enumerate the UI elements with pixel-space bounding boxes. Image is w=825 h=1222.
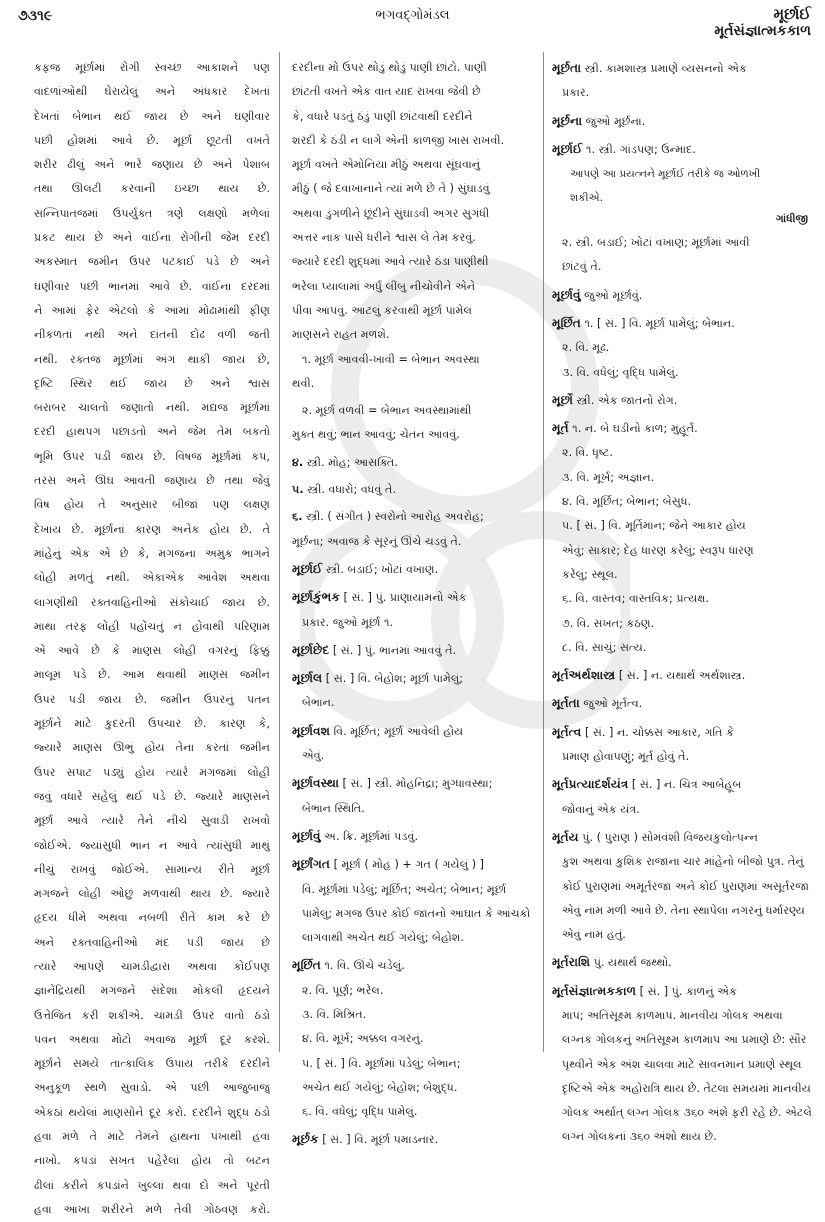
sub-sense: કરેલું; સ્થૂલ. (562, 567, 618, 581)
text-line: મૂર્છાને માટે કુદરતી ઉપચાર છે. કારણ કે, (34, 717, 270, 731)
right-column (552, 56, 814, 1153)
headword: મૂર્છાવશ (292, 723, 331, 738)
text-line: પછી હોશમાં આવે છે. મૂર્છા છૂટતી વખતે (34, 133, 270, 147)
sub-sense: ૬. વિ. વાસ્તવ; વાસ્તવિક; પ્રત્યક્ષ. (562, 592, 710, 606)
definition: ૧. વિ. ઊંચે ચડેલું. (324, 959, 405, 973)
definition: [ સં. ] પું. કાળનું એક (639, 984, 738, 998)
definition: [ સં. ] ન. ચોક્કસ આકાર, ગતિ કે (584, 725, 734, 739)
text-line: ઉપર પડી જાય છે. જમીન ઉપરનું પતન (34, 692, 270, 706)
text-line: શરીર ઢીલું અને ભારે જણાય છે અને પેશાબ (34, 158, 270, 172)
definition-continuation: બેભાન સ્થિતિ. (302, 801, 365, 815)
guide-word-first: મૂર્છાઈ (773, 5, 811, 23)
text-line: પીવા આપવું. આટલું કરવાથી મૂર્છા પામેલ (292, 303, 472, 317)
text-line: મગજને લોહી ઓછું મળવાથી થાય છે. જ્યારે (34, 887, 270, 901)
dictionary-entry (292, 719, 536, 769)
sub-sense: ૨. સ્ત્રી. બડાઈ; ખોટાં વખાણ; મૂર્છામાં આવી (562, 236, 750, 250)
text-line: અત્તર નાક પાસે ધરીને શ્વાસ લે તેમ કરવું. (292, 231, 476, 245)
dictionary-entry (292, 771, 536, 821)
sub-sense: અચેત થઈ ગયેલું; બેહોશ; બેશુદ્ધ. (302, 1080, 458, 1094)
text-line: છાંટતી વખતે એક વાત યાદ રાખવા જેવી છે (292, 85, 481, 99)
dictionary-entry (292, 557, 536, 582)
headword: મૂર્છાવસ્થા (292, 776, 339, 791)
text-line: નથી. રક્તજ મૂર્છામાં અંગ થાકી જાય છે, (34, 352, 270, 366)
text-line: માંહેનું એક એ છે કે, મગજના અમુક ભાગને (34, 546, 270, 560)
text-line: નીચું રાખવું જોઈએ. સામાન્ય રીતે મૂર્છા (34, 862, 270, 876)
text-line: મૂર્છા આવે ત્યારે તેને નીચે સુવાડી રાખવો (34, 814, 270, 828)
left-column (34, 56, 270, 1222)
sense-line (292, 505, 536, 529)
text-line: માલૂમ પડે છે. આમ થવાથી માણસ જમીન (34, 668, 270, 682)
sense-number: ૬. (292, 510, 303, 524)
definition: અ. ક્રિ. મૂર્છામાં પડવું. (324, 829, 419, 843)
sub-sense: ૨. વિ. પૂર્ણ; ભરેલ. (302, 983, 384, 997)
text-line: એ આવે છે કે માણસ લોહી વગરનું ફિક્કું (34, 644, 270, 658)
headword: મૂર્છાઈ (292, 561, 323, 576)
column-divider-1 (279, 52, 280, 1052)
dictionary-entry (292, 1127, 536, 1152)
text-line: વિષ હોય તે અનુસાર બીજાં પણ લક્ષણ (34, 498, 270, 512)
definition-continuation: પ્રમાણ હોવાપણું; મૂર્ત હોવું તે. (562, 750, 690, 764)
sub-sense: ૩. વિ. મૂર્ખ; અજ્ઞાન. (562, 470, 655, 484)
entry-first-line (552, 691, 814, 716)
sense (292, 451, 536, 475)
entry-first-line (552, 388, 814, 413)
sub-sense: ૪. વિ. મૂર્છિત; બેભાન; બેસુધ. (562, 495, 692, 509)
entry-first-line (292, 638, 536, 663)
dictionary-entry (552, 720, 814, 770)
headword: મૂર્છિત (292, 958, 321, 973)
definition: જુઓ મૂર્તત્વ. (583, 697, 643, 711)
entry-first-line (292, 771, 536, 796)
headword: મૂર્છાકુંભક (292, 590, 340, 605)
headword: મૂર્છાંગત (292, 857, 330, 872)
definition: [ સં. ] વિ. મૂર્છા પમાડનાર. (322, 1133, 439, 1147)
entry-first-line (292, 852, 536, 877)
dictionary-entry (552, 311, 814, 385)
idioms-block (292, 348, 536, 448)
headword: મૂર્ત (552, 421, 569, 436)
sense-number: ૫. (292, 483, 304, 497)
text-line: ઢીલાં કરીને કપડાંને ખુલ્લાં થવા દો અને પૂરતી (34, 1178, 270, 1192)
dictionary-entry (292, 953, 536, 1124)
text-line: માથા તરફ લોહી પહોંચતું ન હોવાથી પરિણામ (34, 619, 270, 633)
headword: મૂર્છાવું (292, 828, 321, 843)
headword: મૂર્છના (552, 113, 583, 128)
headword: મૂર્તય (552, 829, 579, 844)
text-line: સન્નિપાતજમાં ઉપર્યુક્ત ત્રણે લક્ષણો મળેલાં (34, 206, 270, 220)
text-line: નીકળતાં નથી અને દાંતની દોઢ વળી જતી (34, 328, 270, 342)
headword: મૂર્તત્વ (552, 724, 582, 739)
text-line: અને રક્તવાહિનીઓ મંદ પડી જાય છે (34, 935, 270, 949)
page-header (0, 0, 825, 50)
definition: [ સં. ] સ્ત્રી. મોહનિદ્રા; મુગ્ધાવસ્થા; (342, 777, 493, 791)
text-line: હૃદય ધીમે અથવા નબળી રીતે કામ કરે છે (34, 911, 270, 925)
headword: મૂર્તરાશિ (552, 955, 591, 970)
dictionary-entry (292, 585, 536, 635)
text-line: જ્યારે માણસ ઊભું હોય તેના કરતાં જમીન (34, 741, 270, 755)
definition: સ્ત્રી. કામશાસ્ત્ર પ્રમાણે વ્યસનનો એક (584, 62, 747, 75)
headword: મૂર્છાવું (552, 287, 581, 302)
text-line: ઉત્તેજિત કરી શકીએ. ચામડી ઉપર વાતો ઠંડો (34, 1008, 270, 1022)
text-line: દેખાય છે. મૂર્છાનાં કારણ અનેક હોય છે. તે (34, 522, 270, 536)
text-line: જ્યારે દરદી શુદ્ધમાં આવે ત્યારે ઠંડા પાણીથી (292, 255, 489, 269)
definition-continuation: એવું. (302, 749, 325, 763)
text-line: ઉપર સપાટ પડ્યું હોય ત્યારે મગજમાં લોહી (34, 765, 270, 779)
entry-first-line (552, 979, 814, 1004)
usage-quote: આપણે આ પ્રયત્નને મૂર્છાઈ તરીકે જ ઓળખી (570, 168, 761, 181)
dictionary-entry (552, 663, 814, 688)
quote-source: ગાંધીજી (776, 212, 808, 225)
dictionary-entry (552, 691, 814, 716)
idiom-text: ૨. મૂર્છા વળવી = બેભાન અવસ્થામાંથી (302, 404, 472, 418)
entry-first-line (292, 1127, 536, 1152)
idiom-text: ૧. મૂર્છા આવવી-ખાવી = બેભાન અવસ્થા (302, 352, 480, 366)
text-line: મૂર્છા વખતે એમોનિયા મીઠું અથવા સૂંઘવાનું (292, 158, 481, 172)
dictionary-entry (292, 824, 536, 849)
headword: મૂર્છિત (552, 315, 581, 330)
sense (292, 478, 536, 502)
text-line: માણસને રાહત મળશે. (292, 328, 390, 342)
entry-first-line (292, 719, 536, 744)
text-line: દેખતાં બેભાન થઈ જાય છે અને ઘણીવાર (34, 109, 270, 123)
definition: પું. યથાર્થ જથ્થો. (593, 956, 672, 970)
idiom (292, 348, 536, 397)
definition-continuation: જોવાનું એક યંત્ર. (562, 802, 640, 816)
definition: સ્ત્રી. બડાઈ; ખોટાં વખાણ. (325, 562, 439, 576)
entry-first-line (552, 663, 814, 688)
text-line: કફજ મૂર્છામાં રોગી સ્વચ્છ આકાશને પણ (34, 61, 270, 74)
headword: મૂર્છાઈ (552, 141, 583, 156)
entry-first-line (552, 137, 814, 162)
definition-continuation: બેભાન. (302, 696, 335, 710)
text-line: ત્યારે આપણે ચામડીદ્વારા અથવા કોઈપણ (34, 959, 270, 973)
headword: મૂર્છતા (552, 61, 582, 75)
headword: મૂર્છાછેદ (292, 642, 330, 657)
text-line: તરસ અને ઊંઘ આવતી જણાય છે તથા જેવું (34, 474, 270, 488)
text-line: મીઠું ( જે દવાખાનાને ત્યાં મળે છે તે ) સુંઘાડવું (292, 182, 490, 196)
text-line: મૂર્છાને સમયે તાત્કાલિક ઉપાય તરીકે દરદીને (34, 1057, 270, 1071)
sub-sense: ૨. વિ. મૂઢ. (562, 341, 610, 355)
text-line: અથવા ડુંગળીને છૂંદીને સુંઘાડવી અગર સુગંધી (292, 206, 490, 220)
text-line: જ્ઞાનેંદ્રિયથી મગજને સંદેશા મોકલી હૃદયને (34, 984, 270, 998)
text-line: પવન અથવા મોટો અવાજ મૂર્છા દૂર કરશે. (34, 1032, 270, 1046)
headword: મૂર્તઅર્થશાસ્ત્ર (552, 668, 616, 683)
entry-first-line (552, 311, 814, 336)
page-number: ૭૩૧૯ (18, 8, 53, 24)
entry-first-line (292, 824, 536, 849)
text-line: દૃષ્ટિ સ્થિર થઈ જાય છે અને શ્વાસ (34, 376, 270, 390)
entry-first-line (552, 720, 814, 745)
sub-sense: ૬. વિ. વધેલું; વૃદ્ધિ પામેલું. (302, 1105, 418, 1119)
dictionary-entry (552, 137, 814, 280)
text-line: જવું વધારે સહેલું થઈ પડે છે. જ્યારે માણસને (34, 789, 270, 803)
sense-number: ૪. (292, 455, 304, 469)
dictionary-entry (552, 283, 814, 308)
definition: [ સં. ] ન. ચિત્ર આબેહૂબ (631, 778, 742, 792)
definition: [ સં. ] પું. ભાનમાં આવવું તે. (332, 643, 457, 657)
definition: ૧. [ સં. ] વિ. મૂર્છા પામેલું; બેભાન. (584, 316, 735, 330)
book-title: ભગવદ્ગોમંડલ (375, 8, 450, 23)
definition: જુઓ મૂર્છના. (585, 114, 646, 128)
definition-continuation: પ્રકાર. (562, 86, 590, 100)
text-line: અનુકૂળ સ્થળે સુવાડો. એ પછી આજુબાજુ (34, 1081, 270, 1095)
text-line: બરાબર ચાલતો જણાતો નથી. મદ્યજ મૂર્છામાં (34, 401, 270, 415)
idiom-continuation: મુક્ત થવું; ભાન આવવું; ચેતન આવવું. (292, 428, 460, 442)
guide-words (714, 6, 811, 39)
text-line: અકસ્માત જમીન ઉપર પટકાઈ પડે છે અને (34, 255, 270, 269)
headword: મૂર્છાલ (292, 671, 323, 686)
sub-sense: ૭. વિ. સખત; કઠણ. (562, 616, 655, 630)
text-line: ઘણીવાર પછી ભાનમાં આવે છે. વાઈના દરદમાં (34, 279, 270, 293)
definition-continuation: વિ. મૂર્છામાં પડેલું; મૂર્છિત; અચેત; બેભાન; મૂર્છા પામેલું; મગજ ઉપર કોઈ જાતનો આઘાત કે આંચકો લાગવાથી અચેત થઈ ગયેલું; બેહોશ. (302, 882, 531, 945)
entry-first-line (292, 557, 536, 582)
entry-first-line (552, 109, 814, 134)
guide-word-last: મૂર્તસંજ્ઞાત્મકકાળ (714, 23, 811, 40)
entry-first-line (552, 416, 814, 441)
sub-sense: ૫. [ સં. ] વિ. મૂર્છામાં પડેલું; બેભાન; (302, 1056, 461, 1070)
entries-block (292, 557, 536, 1153)
dictionary-entry (292, 852, 536, 950)
dictionary-entry (292, 638, 536, 663)
middle-column (292, 56, 536, 1156)
entry-first-line (552, 56, 814, 81)
definition-continuation: માપ; અતિસૂક્ષ્મ કાળમાપ. માનવીય ગોલક અથવા લગ્નક ગોલકનું અતિસૂક્ષ્મ કાળમાપ આ પ્રમાણે છે: સૌર પૃથ્વીને એક અંશ ચાલવા માટે સાવનમાન પ્રમાણે સ્થૂલ દૃષ્ટિએ એક અહોરાત્રિ થાય છે. તેટલા સમયમાં માનવીય ગોલક અર્થાત્ લગ્ન ગોલક ૩૬૦ અંશે ફરી રહે છે. એટલે લગ્ન ગોલકનાં ૩૬૦ અંશો થાય છે. (562, 1008, 812, 1144)
definition: [ સં. ] વિ. બેહોશ; મૂર્છા પામેલું; (325, 672, 464, 686)
continuation-paragraph (292, 56, 536, 348)
headword: મૂર્તતા (552, 696, 580, 711)
text-line: દરદીના મોં ઉપર થોડું થોડું પાણી છાંટો. પાણી (292, 61, 487, 74)
definition-continuation: પ્રકાર. જુઓ મૂર્છા ૧. (302, 615, 394, 629)
entry-first-line (552, 825, 814, 850)
sub-sense: ૩. વિ. વધેલું; વૃદ્ધિ પામેલું. (562, 365, 679, 379)
dictionary-entry (292, 666, 536, 716)
text-line: શરદી કે ઠંડી ન લાગે એની કાળજી ખાસ રાખવી. (292, 133, 505, 147)
sense-definition: સ્ત્રી. મોહ; આસક્તિ. (306, 455, 398, 469)
definition: [ સં. ] ન. યથાર્થ અર્થશાસ્ત્ર. (618, 669, 746, 683)
sub-sense: ૮. વિ. સાચું; સત્ય. (562, 640, 647, 654)
text-line: લાગણીથી રક્તવાહિનીઓ સંકોચાઈ જાય છે. (34, 595, 270, 609)
sense-line (292, 451, 536, 475)
column-divider-2 (543, 52, 544, 1052)
sense-line (292, 478, 536, 502)
definition: [ સં. ] પું. પ્રાણાયામનો એક (343, 591, 467, 605)
text-line: ભરેલા પ્યાલામાં અર્ધું લીંબુ નીચોવીને એને (292, 279, 476, 293)
dictionary-entry (552, 772, 814, 822)
text-line: એકઠાં થયેલાં માણસોને દૂર કરો. દરદીને શુદ્ધ ઠંડો (34, 1105, 270, 1119)
text-line: તથા ઊલટી કરવાની ઇચ્છા થાય છે. (34, 182, 270, 196)
entry-first-line (552, 772, 814, 797)
definition: જુઓ મૂર્છાવું. (584, 288, 643, 302)
definition: સ્ત્રી. એક જાતનો રોગ. (576, 393, 678, 407)
sub-sense: ૩. વિ. મિશ્રિત. (302, 1007, 367, 1021)
entry-first-line (552, 283, 814, 308)
entry-first-line (292, 666, 536, 691)
definition: પું. ( પુરાણ ) સોમવંશી વિજયકુલોત્પન્ન (582, 830, 758, 844)
text-line: નાખો. કપડાં સખત પહેરેલાં હોય તો બટન (34, 1154, 270, 1168)
headword: મૂર્તસંજ્ઞાત્મકકાળ (552, 983, 637, 998)
dictionary-entry (552, 825, 814, 947)
dictionary-entry (552, 416, 814, 660)
senses-block (292, 451, 536, 554)
text-line: લોહી મળતું નથી. એકાએક આવેશ અથવા (34, 571, 270, 585)
text-line: વાદળાંઓથી ઘેરાયેલું અને અંધકાર દેખતાં (34, 85, 270, 99)
idiom (292, 399, 536, 448)
idiom-continuation: થવી. (292, 376, 315, 390)
entry-first-line (552, 950, 814, 975)
text-line: કે, વધારે પડતું ઠંડું પાણી છાંટવાથી દરદીને (292, 109, 473, 123)
sense-continuation: મૂર્છના; અવાજ કે સૂરનું ઊંચે ચડવું તે. (292, 534, 462, 548)
sub-sense: ૫. [ સં. ] વિ. મૂર્તિમાન; જેને આકાર હોય (562, 519, 746, 533)
definition-continuation: કુશ અથવા કુશિક રાજાના ચાર માંહેનો બીજો પુત્ર. તેનું કોઈ પુરાણમાં અમૂર્તરજા અને કોઈ પુરાણમાં અસૂર્તરજા એવું નામ મળી આવે છે. તેના સ્થાપેલા નગરનું ધર્મારણ્ય એવું નામ હતું. (562, 855, 810, 942)
sub-sense: છાંટવું તે. (562, 260, 602, 274)
text-line: હવા આખા શરીરને મળે તેવી ગોઠવણ કરો. (34, 1202, 270, 1216)
sense (292, 505, 536, 554)
headword: મૂર્છો (552, 392, 573, 407)
dictionary-entry (552, 979, 814, 1150)
definition: ૧. સ્ત્રી. ગાંડપણ; ઉન્માદ. (585, 142, 696, 156)
dictionary-entry (552, 56, 814, 106)
text-line: હવા મળે તે માટે તેમને હાથના પંખાથી હવા (34, 1130, 270, 1144)
text-line: દરદી હાથપગ પછાડતો અને જેમ તેમ બકતો (34, 425, 270, 439)
headword: મૂર્તપ્રત્યાદર્શયંત્ર (552, 777, 629, 792)
sub-sense: ૨. વિ. ધૃષ્ટ. (562, 446, 613, 460)
sense-definition: સ્ત્રી. ( સંગીત ) સ્વરોનો આરોહ અવરોહ; (306, 510, 484, 524)
dictionary-entry (552, 950, 814, 975)
sub-sense: એવું; સાકાર; દેહ ધારણ કરેલું; સ્વરૂપ ધારણ (562, 543, 754, 557)
entry-first-line (292, 585, 536, 610)
usage-quote-continuation: શકીએ. (570, 192, 603, 205)
definition: વિ. મૂર્છિત; મૂર્છા આવેલી હોય (333, 724, 464, 738)
sub-sense: ૪. વિ. મૂર્ખ; અક્કલ વગરનું. (302, 1032, 424, 1046)
definition: ૧. ન. બે ઘડીનો કાળ; મુહૂર્ત. (572, 422, 698, 436)
definition: [ મૂર્છા ( મોહ ) + ગત ( ગયેલું ) ] (333, 858, 484, 872)
sense-definition: સ્ત્રી. વધારો; વધવું તે. (307, 483, 397, 497)
text-line: ને આમાં ફેર એટલો કે આમાં મોઢામાંથી ફીણ (34, 303, 270, 317)
dictionary-entry (552, 109, 814, 134)
text-line: જોઈએ. જ્યાંસુધી ભાન ન આવે ત્યાંસુધી માથું (34, 838, 270, 852)
entry-first-line (292, 953, 536, 978)
headword: મૂર્છક (292, 1132, 319, 1147)
text-line: ભૂમિ ઉપર પડી જાય છે. વિષજ મૂર્છામાં કંપ, (34, 449, 270, 463)
text-line: પ્રકટ થાય છે અને વાઈના રોગીની જેમ દરદી (34, 231, 270, 245)
dictionary-entry (552, 388, 814, 413)
